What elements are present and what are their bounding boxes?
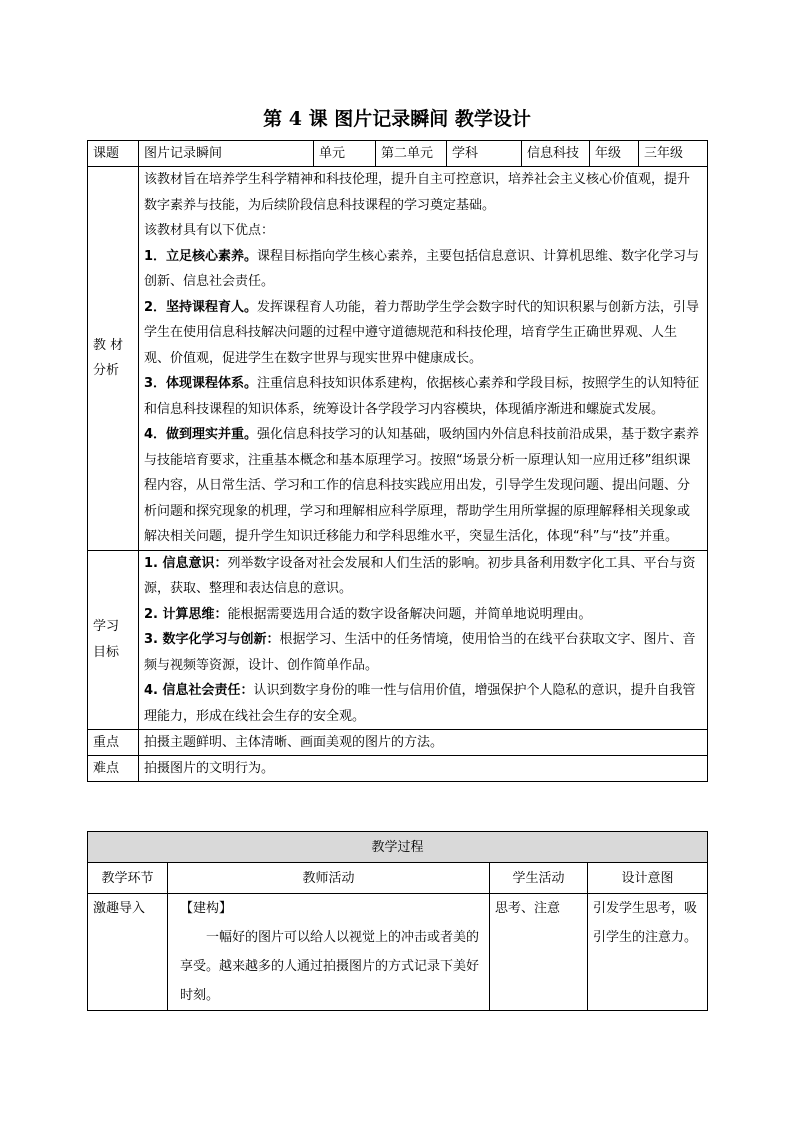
objective-body: 认识到数字身份的唯一性与信用价值，增强保护个人隐私的意识，提升自我管理能力，形成在线社会生存的安全观。	[144, 683, 696, 724]
analysis-label	[88, 167, 139, 551]
analysis-label-line1: 教 材	[93, 337, 124, 353]
objectives-label-line1: 学习	[93, 619, 120, 635]
objective-body: 列举数字设备对社会发展和人们生活的影响。初步具备利用数字化工具、平台与资源，获取、整理和表达信息的意识。	[144, 555, 696, 596]
lesson-info-table	[87, 140, 708, 782]
analysis-point-body: 课程目标指向学生核心素养，主要包括信息意识、计算机思维、数字化学习与创新、信息社会责任。	[144, 248, 700, 289]
table-row	[88, 894, 708, 1011]
course-value: 图片记录瞬间	[139, 141, 314, 167]
unit-label: 单元	[314, 141, 376, 167]
objective-body: 能根据需要选用合适的数字设备解决问题，并简单地说明理由。	[227, 606, 592, 622]
grade-value: 三年级	[639, 141, 708, 167]
objectives-row	[88, 550, 708, 730]
analysis-point-body: 发挥课程育人功能，着力帮助学生学会数字时代的知识积累与创新方法，引导学生在使用信息科技解决问题的过程中遵守道德规范和科技伦理，培育学生正确世界观、人生观、价值观，促进学生在数字世界与现实世界中健康成长。	[144, 299, 700, 366]
difficulty-label: 难点	[88, 756, 139, 782]
key-point-label: 重点	[88, 730, 139, 756]
grade-label: 年级	[590, 141, 639, 167]
objective-head: 3. 数字化学习与创新：	[144, 632, 280, 647]
objectives-content	[139, 550, 708, 730]
analysis-point-head: 4．做到理实并重。	[144, 427, 258, 442]
objective-item	[144, 627, 702, 678]
analysis-point-head: 2．坚持课程育人。	[144, 299, 258, 315]
teacher-activity-tag: 【建构】	[180, 901, 233, 916]
column-header-stage: 教学环节	[88, 863, 168, 894]
unit-value: 第二单元	[376, 141, 447, 167]
header-row	[88, 141, 708, 167]
analysis-content	[139, 167, 708, 551]
subject-value: 信息科技	[522, 141, 590, 167]
analysis-point-head: 1．立足核心素养。	[144, 248, 258, 264]
process-column-headers	[88, 863, 708, 894]
objective-item	[144, 602, 702, 628]
objective-body: 根据学习、生活中的任务情境，使用恰当的在线平台获取文字、图片、音频与视频等资源，设计、创作简单作品。	[144, 632, 696, 673]
analysis-point	[144, 371, 702, 422]
column-header-student: 学生活动	[490, 863, 588, 894]
analysis-point-head: 3．体现课程体系。	[144, 376, 258, 391]
student-activity-cell: 思考、注意	[490, 894, 588, 1011]
page-title: 第 4 课 图片记录瞬间 教学设计	[263, 108, 531, 130]
process-table	[87, 831, 708, 1011]
process-title-row	[88, 832, 708, 863]
course-label: 课题	[88, 141, 139, 167]
objective-item	[144, 678, 702, 729]
design-intent-cell: 引发学生思考，吸引学生的注意力。	[588, 894, 708, 1011]
teacher-activity-text: 一幅好的图片可以给人以视觉上的冲击或者美的享受。越来越多的人通过拍摄图片的方式记录下美好时刻。	[180, 930, 480, 1003]
key-point-row	[88, 730, 708, 756]
column-header-intent: 设计意图	[588, 863, 708, 894]
objective-head: 4. 信息社会责任：	[144, 683, 254, 698]
analysis-row	[88, 167, 708, 551]
analysis-advantages-intro: 该教材具有以下优点：	[144, 223, 275, 238]
analysis-intro: 该教材旨在培养学生科学精神和科技伦理，提升自主可控意识，培养社会主义核心价值观，提升数字素养与技能，为后续阶段信息科技课程的学习奠定基础。	[144, 172, 691, 213]
stage-cell: 激趣导入	[88, 894, 168, 1011]
objective-item	[144, 551, 702, 602]
key-point-value: 拍摄主题鲜明、主体清晰、画面美观的图片的方法。	[139, 730, 708, 756]
teacher-activity-cell	[168, 894, 490, 1011]
process-title: 教学过程	[88, 832, 708, 863]
analysis-point	[144, 422, 702, 550]
objective-head: 1. 信息意识：	[144, 555, 228, 571]
objectives-label	[88, 550, 139, 730]
column-header-teacher: 教师活动	[168, 863, 490, 894]
objectives-label-line2: 目标	[93, 644, 120, 660]
subject-label: 学科	[447, 141, 522, 167]
objective-head: 2. 计算思维：	[144, 606, 228, 622]
difficulty-row	[88, 756, 708, 782]
difficulty-value: 拍摄图片的文明行为。	[139, 756, 708, 782]
analysis-label-line2: 分析	[93, 363, 120, 379]
analysis-point-body: 注重信息科技知识体系建构，依据核心素养和学段目标，按照学生的认知特征和信息科技课程的知识体系，统筹设计各学段学习内容模块，体现循序渐进和螺旋式发展。	[144, 376, 700, 417]
analysis-point-body: 强化信息科技学习的认知基础，吸纳国内外信息科技前沿成果，基于数字素养与技能培育要求，注重基本概念和基本原理学习。按照“场景分析一原理认知一应用迁移”组织课程内容，从日常生活、学习和工作的信息科技实践应用出发，引导学生发现问题、提出问题、分析问题和探究现象的机理，学习和理解相应科学原理，帮助学生用所掌握的原理解释相关现象或解决相关问题，提升学生知识迁移能力和学科思维水平，突显生活化，体现“科”与“技”并重。	[144, 427, 700, 544]
analysis-point	[144, 295, 702, 372]
analysis-point	[144, 244, 702, 295]
